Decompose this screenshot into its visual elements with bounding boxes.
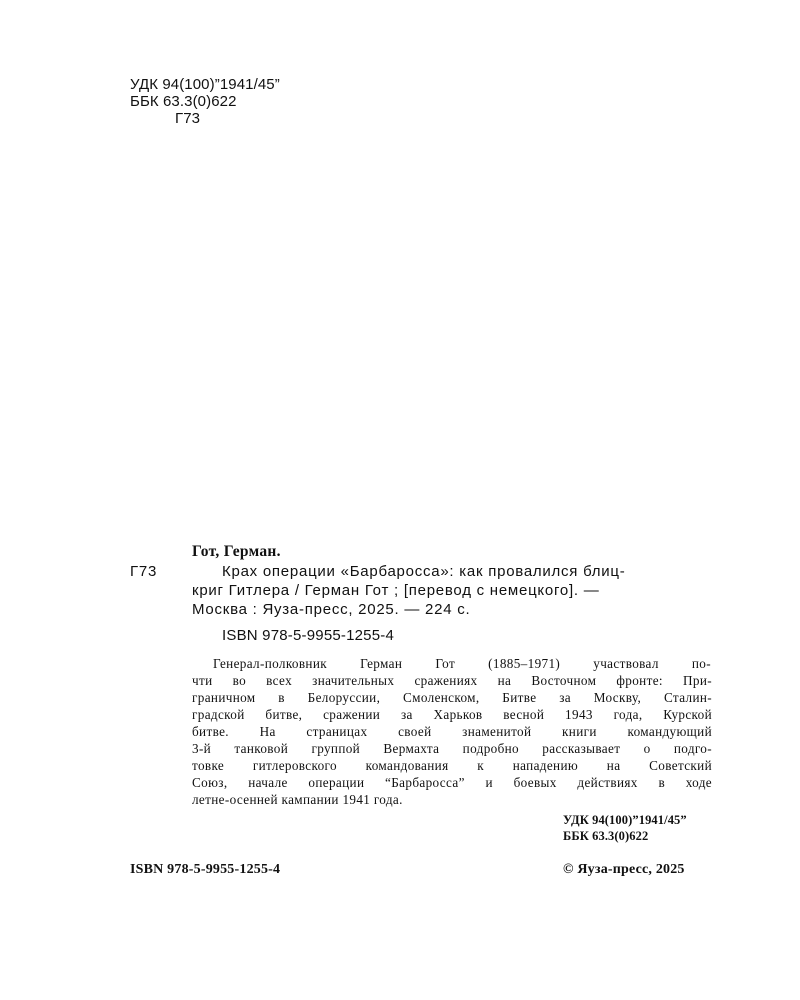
annotation-line: битве. На страницах своей знаменитой книги командующий [192, 724, 712, 739]
annotation-udk-code: УДК 94(100)”1941/45” [563, 813, 687, 827]
annotation-line: градской битве, сражении за Харьков весной 1943 года, Курской [192, 707, 712, 722]
top-udk-code: УДК 94(100)”1941/45” [130, 76, 280, 93]
footer-isbn: ISBN 978-5-9955-1255-4 [130, 862, 281, 877]
author-heading: Гот, Герман. [192, 543, 281, 560]
annotation-line: чти во всех значительных сражениях на Восточном фронте: При- [192, 673, 712, 688]
top-bbk-code: ББК 63.3(0)622 [130, 93, 237, 110]
title-line: Москва : Яуза-пресс, 2025. — 224 с. [192, 601, 471, 618]
footer-copyright: © Яуза-пресс, 2025 [563, 862, 685, 877]
isbn-line: ISBN 978-5-9955-1255-4 [222, 627, 395, 644]
annotation-line: Союз, начале операции “Барбаросса” и боевых действиях в ходе [192, 775, 712, 790]
top-author-mark: Г73 [175, 110, 201, 127]
annotation-line: граничном в Белоруссии, Смоленском, Битве за Москву, Сталин- [192, 690, 712, 705]
annotation-line: 3-й танковой группой Вермахта подробно рассказывает о подго- [192, 741, 712, 756]
annotation-line: летне-осенней кампании 1941 года. [192, 792, 403, 807]
author-mark: Г73 [130, 563, 158, 580]
annotation-bbk-code: ББК 63.3(0)622 [563, 829, 649, 843]
annotation-line: товке гитлеровского командования к нападению на Советский [192, 758, 712, 773]
title-line: криг Гитлера / Герман Гот ; [перевод с немецкого]. — [192, 582, 600, 599]
annotation-line: Генерал-полковник Герман Гот (1885–1971) участвовал по- [213, 656, 711, 671]
title-line: Крах операции «Барбаросса»: как провалился блиц- [222, 563, 626, 580]
